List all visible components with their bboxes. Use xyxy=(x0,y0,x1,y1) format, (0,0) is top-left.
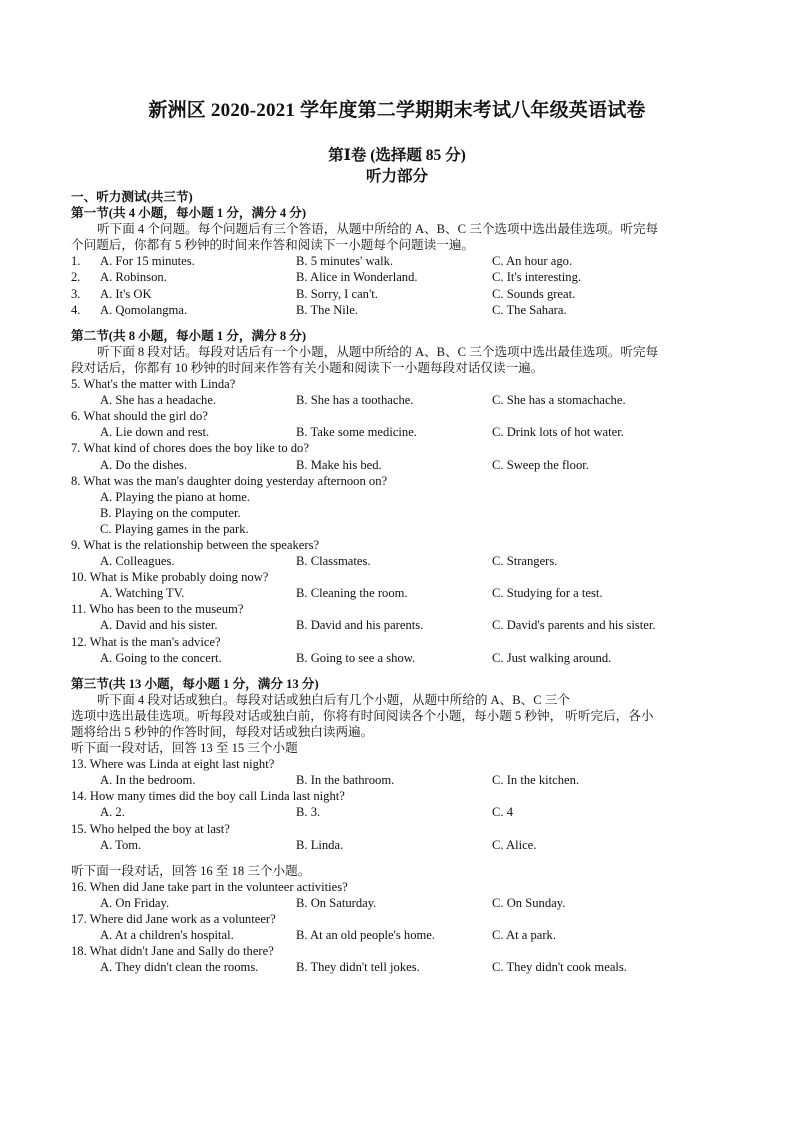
option-a: A. At a children's hospital. xyxy=(100,928,234,943)
option-b: B. 3. xyxy=(296,805,321,820)
options-row xyxy=(71,457,731,473)
option-a: A. In the bedroom. xyxy=(100,773,196,788)
option-b: B. Take some medicine. xyxy=(296,425,417,440)
option-c: C. Strangers. xyxy=(492,554,558,569)
section3-instruction-cont: 选项中选出最佳选项。听每段对话或独白前，你将有时间阅读各个小题，每小题 5 秒钟， 听听完后，各小 xyxy=(71,708,654,723)
exam-title: 新洲区 2020-2021 学年度第二学期期末考试八年级英语试卷 xyxy=(148,100,646,121)
question-row xyxy=(71,286,731,302)
group-instruction: 听下面一段对话，回答 16 至 18 三个小题。 xyxy=(71,863,311,878)
option-c: C. Alice. xyxy=(492,837,537,852)
option-a: A. Playing the piano at home. xyxy=(100,489,251,504)
options-row xyxy=(71,804,731,820)
option-b: B. She has a toothache. xyxy=(296,393,414,408)
option-a: A. Colleagues. xyxy=(100,554,175,569)
option-c: C. The Sahara. xyxy=(492,302,567,317)
option-c: C. In the kitchen. xyxy=(492,773,580,788)
option-a: A. For 15 minutes. xyxy=(100,254,195,269)
option-b: B. Linda. xyxy=(296,837,344,852)
question-text: 12. What is the man's advice? xyxy=(71,634,221,649)
question-text: 16. When did Jane take part in the volunteer activities? xyxy=(71,879,348,894)
option-c: C. Sweep the floor. xyxy=(492,457,589,472)
section-heading: 一、听力测试(共三节) xyxy=(71,190,193,204)
question-number: 1. xyxy=(71,254,81,269)
option-a: A. Tom. xyxy=(100,837,142,852)
option-b: B. On Saturday. xyxy=(296,895,377,910)
option-a: A. Robinson. xyxy=(100,270,167,285)
options-row xyxy=(71,959,731,975)
question-text: 15. Who helped the boy at last? xyxy=(71,821,230,836)
option-a: A. It's OK xyxy=(100,286,152,301)
option-a: A. Qomolangma. xyxy=(100,302,188,317)
option-b: B. Going to see a show. xyxy=(296,650,416,665)
question-row xyxy=(71,253,731,269)
options-row xyxy=(71,585,731,601)
option-b: B. Make his bed. xyxy=(296,457,382,472)
question-text: 8. What was the man's daughter doing yesterday afternoon on? xyxy=(71,473,388,488)
question-text: 13. Where was Linda at eight last night? xyxy=(71,757,275,772)
option-c: C. It's interesting. xyxy=(492,270,582,285)
options-row xyxy=(71,837,731,853)
option-b: B. The Nile. xyxy=(296,302,359,317)
question-number: 2. xyxy=(71,270,81,285)
question-number: 3. xyxy=(71,286,81,301)
option-a: A. She has a headache. xyxy=(100,393,217,408)
options-row xyxy=(71,650,731,666)
option-c: C. Just walking around. xyxy=(492,650,612,665)
question-text: 17. Where did Jane work as a volunteer? xyxy=(71,912,276,927)
options-row xyxy=(71,895,731,911)
question-text: 5. What's the matter with Linda? xyxy=(71,377,236,392)
question-row xyxy=(71,269,731,285)
question-text: 10. What is Mike probably doing now? xyxy=(71,570,269,585)
option-c: C. She has a stomachache. xyxy=(492,393,626,408)
section1-instruction-cont: 个问题后，你都有 5 秒钟的时间来作答和阅读下一小题每个问题读一遍。 xyxy=(71,238,474,253)
option-c: C. Playing games in the park. xyxy=(100,521,249,536)
option-b: B. 5 minutes' walk. xyxy=(296,254,394,269)
section3-instruction-end: 题将给出 5 秒钟的作答时间，每段对话或独白读两遍。 xyxy=(71,725,374,739)
option-c: C. An hour ago. xyxy=(492,254,573,269)
option-b: B. David and his parents. xyxy=(296,618,424,633)
option-a: A. David and his sister. xyxy=(100,618,218,633)
option-a: A. Lie down and rest. xyxy=(100,425,210,440)
option-b: B. They didn't tell jokes. xyxy=(296,960,420,975)
option-b: B. Playing on the computer. xyxy=(100,505,241,520)
question-text: 6. What should the girl do? xyxy=(71,409,208,424)
section2-heading: 第二节(共 8 小题，每小题 1 分，满分 8 分) xyxy=(71,328,307,343)
option-c: C. 4 xyxy=(492,805,513,820)
option-c: C. They didn't cook meals. xyxy=(492,960,627,975)
option-a: A. 2. xyxy=(100,805,125,820)
option-a: A. They didn't clean the rooms. xyxy=(100,960,259,975)
options-row xyxy=(71,424,731,440)
option-a: A. Do the dishes. xyxy=(100,457,188,472)
exam-content xyxy=(71,189,731,975)
options-row xyxy=(71,553,731,569)
options-row xyxy=(71,392,731,408)
options-row xyxy=(71,927,731,943)
option-c: C. David's parents and his sister. xyxy=(492,618,656,633)
section1-heading: 第一节(共 4 小题，每小题 1 分，满分 4 分) xyxy=(71,206,307,221)
question-number: 4. xyxy=(71,302,81,317)
option-c: C. At a park. xyxy=(492,928,557,943)
option-b: B. Classmates. xyxy=(296,554,371,569)
option-c: C. On Sunday. xyxy=(492,895,566,910)
option-a: A. On Friday. xyxy=(100,895,170,910)
option-b: B. Cleaning the room. xyxy=(296,586,408,601)
volume-title: 第Ⅰ卷 (选择题 85 分) xyxy=(328,147,466,164)
option-b: B. Alice in Wonderland. xyxy=(296,270,418,285)
options-row xyxy=(71,617,731,633)
option-b: B. Sorry, I can't. xyxy=(296,286,378,301)
section3-heading: 第三节(共 13 小题，每小题 1 分，满分 13 分) xyxy=(71,676,319,691)
section2-instruction-cont: 段对话后，你都有 10 秒钟的时间来作答有关小题和阅读下一小题每段对话仅读一遍。 xyxy=(71,360,544,375)
question-row xyxy=(71,302,731,318)
section3-instruction: 听下面 4 段对话或独白。每段对话或独白后有几个小题，从题中所给的 A、B、C 三个 xyxy=(97,692,570,707)
question-text: 7. What kind of chores does the boy like to do? xyxy=(71,441,309,456)
option-a: A. Going to the concert. xyxy=(100,650,222,665)
option-c: C. Sounds great. xyxy=(492,286,576,301)
option-c: C. Drink lots of hot water. xyxy=(492,425,624,440)
option-b: B. In the bathroom. xyxy=(296,773,395,788)
option-c: C. Studying for a test. xyxy=(492,586,603,601)
section1-instruction: 听下面 4 个问题。每个问题后有三个答语，从题中所给的 A、B、C 三个选项中选出最佳选项。听完每 xyxy=(97,222,659,237)
question-text: 9. What is the relationship between the speakers? xyxy=(71,537,320,552)
question-text: 14. How many times did the boy call Linda last night? xyxy=(71,789,345,804)
option-b: B. At an old people's home. xyxy=(296,928,436,943)
question-text: 18. What didn't Jane and Sally do there? xyxy=(71,944,274,959)
part-title: 听力部分 xyxy=(365,168,428,185)
group-instruction: 听下面一段对话，回答 13 至 15 三个小题 xyxy=(71,741,298,756)
options-row xyxy=(71,772,731,788)
question-text: 11. Who has been to the museum? xyxy=(71,602,244,617)
section2-instruction: 听下面 8 段对话。每段对话后有一个小题，从题中所给的 A、B、C 三个选项中选出最佳选项。听完每 xyxy=(97,344,659,359)
option-a: A. Watching TV. xyxy=(100,586,185,601)
